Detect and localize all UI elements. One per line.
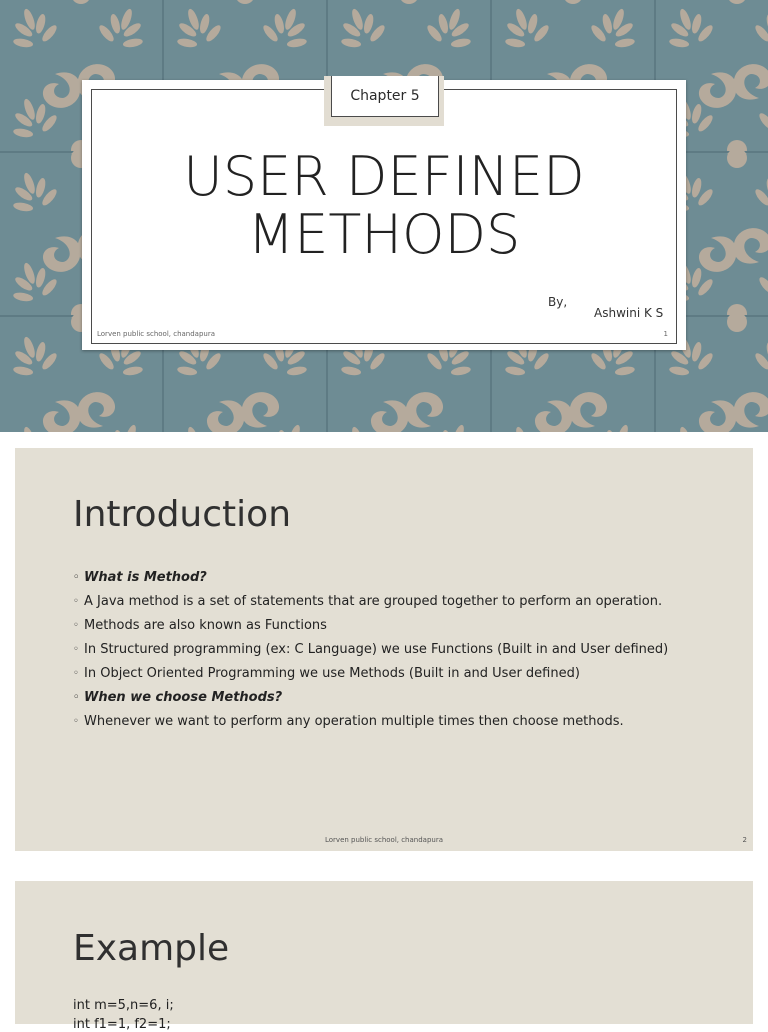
intro-slide <box>15 448 753 851</box>
by-label: By, <box>548 295 568 309</box>
bullet-item: ◦ In Structured programming (ex: C Language) we use Functions (Built in and User defined) <box>73 642 683 658</box>
bullet-list <box>73 570 683 738</box>
bullet-item: ◦ Whenever we want to perform any operation multiple times then choose methods. <box>73 714 683 730</box>
slide-footer: Lorven public school, chandapura <box>324 836 444 844</box>
author-name: Ashwini K S <box>594 306 664 320</box>
title-line-1: USER DEFINED <box>183 145 585 208</box>
slide-footer: Lorven public school, chandapura <box>97 330 216 338</box>
slide-heading: Example <box>73 928 230 969</box>
bullet-item: ◦ When we choose Methods? <box>73 690 683 706</box>
chapter-label: Chapter 5 <box>331 76 439 117</box>
bullet-item: ◦ In Object Oriented Programming we use Methods (Built in and User defined) <box>73 666 683 682</box>
slide-page-number: 2 <box>742 836 747 844</box>
bullet-item: ◦ A Java method is a set of statements that are grouped together to perform an operation. <box>73 594 683 610</box>
code-line: int m=5,n=6, i; <box>73 998 174 1013</box>
slide-heading: Introduction <box>73 494 292 535</box>
bullet-item: ◦ Methods are also known as Functions <box>73 618 683 634</box>
example-slide <box>15 881 753 1032</box>
bullet-item: ◦ What is Method? <box>73 570 683 586</box>
title-line-2: METHODS <box>247 203 521 266</box>
slide-page-number: 1 <box>663 330 668 338</box>
title-card <box>82 80 686 350</box>
code-line: int f1=1, f2=1; <box>73 1017 171 1032</box>
slide-title <box>82 145 686 266</box>
chapter-tab <box>324 76 444 126</box>
title-slide <box>0 0 768 432</box>
